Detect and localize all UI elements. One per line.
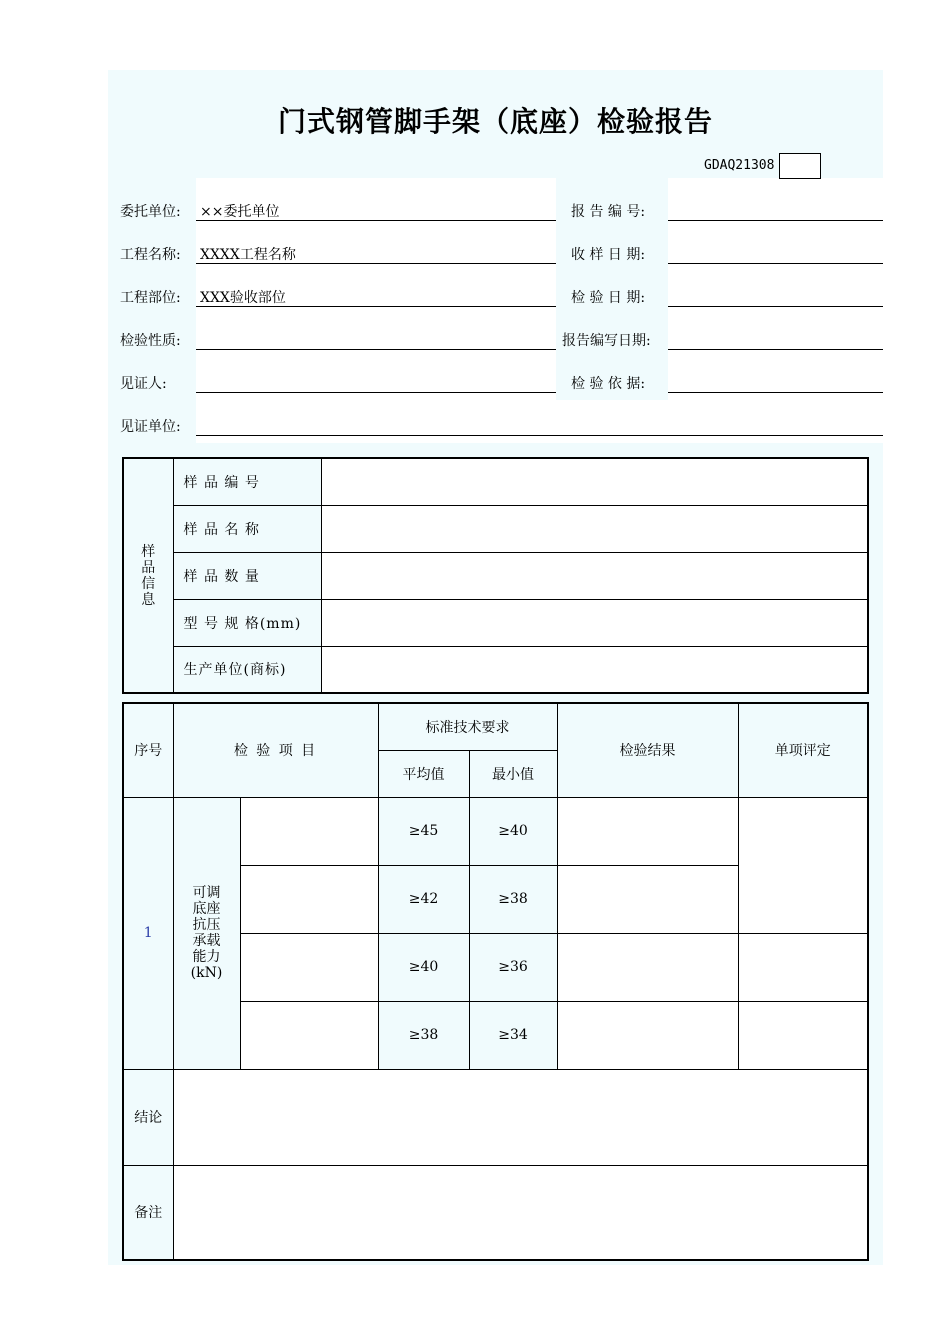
- basis-underline[interactable]: [668, 392, 883, 393]
- basis-label: 检 验 依 据:: [571, 376, 646, 392]
- write-date-label: 报告编写日期:: [562, 333, 651, 349]
- part-value[interactable]: XXX验收部位: [200, 290, 286, 306]
- item-name-cell: [173, 797, 240, 1069]
- witness-unit-underline[interactable]: [196, 435, 883, 436]
- project-value[interactable]: XXXX工程名称: [200, 247, 296, 263]
- sample-info-table: [122, 457, 869, 694]
- sample-row-label: 样 品 编 号: [173, 458, 321, 505]
- result-cell[interactable]: [557, 865, 738, 933]
- item-sub-cell[interactable]: [240, 1001, 378, 1069]
- req-min-value: ≥36: [469, 933, 557, 1001]
- witness-unit-label: 见证单位:: [120, 419, 181, 435]
- write-date-underline[interactable]: [668, 349, 883, 350]
- sample-qty-value[interactable]: [321, 552, 868, 599]
- witness-unit-area: [556, 400, 883, 443]
- part-label: 工程部位:: [120, 290, 181, 306]
- conclusion-value[interactable]: [173, 1069, 868, 1165]
- req-min-value: ≥38: [469, 865, 557, 933]
- sample-no-value[interactable]: [321, 458, 868, 505]
- client-label: 委托单位:: [120, 204, 181, 220]
- form-code-box[interactable]: [779, 153, 821, 179]
- item-sub-cell[interactable]: [240, 797, 378, 865]
- conclusion-label: 结论: [123, 1069, 173, 1165]
- receive-date-underline[interactable]: [668, 263, 883, 264]
- req-avg-value: ≥45: [378, 797, 469, 865]
- row-no: 1: [123, 797, 173, 1069]
- col-min-header: 最小值: [469, 750, 557, 797]
- witness-label: 见证人:: [120, 376, 167, 392]
- req-avg-value: ≥42: [378, 865, 469, 933]
- item-sub-cell[interactable]: [240, 865, 378, 933]
- sample-name-value[interactable]: [321, 505, 868, 552]
- test-date-label: 检 验 日 期:: [571, 290, 646, 306]
- req-min-value: ≥34: [469, 1001, 557, 1069]
- col-avg-header: 平均值: [378, 750, 469, 797]
- sample-row-label: 型 号 规 格(mm): [173, 599, 321, 646]
- req-min-value: ≥40: [469, 797, 557, 865]
- form-code: GDAQ21308: [704, 158, 775, 173]
- result-cell[interactable]: [557, 797, 738, 865]
- report-no-underline[interactable]: [668, 220, 883, 221]
- sample-row-label: 样 品 名 称: [173, 505, 321, 552]
- req-avg-value: ≥38: [378, 1001, 469, 1069]
- col-req-header: 标准技术要求: [378, 703, 557, 750]
- col-item-header: 检 验 项 目: [173, 703, 378, 797]
- receive-date-label: 收 样 日 期:: [571, 247, 646, 263]
- sample-row-label: 样 品 数 量: [173, 552, 321, 599]
- eval-cell[interactable]: [738, 933, 868, 1001]
- remark-label: 备注: [123, 1165, 173, 1260]
- sample-group-cell: [123, 458, 173, 693]
- eval-cell[interactable]: [738, 797, 868, 933]
- eval-cell[interactable]: [738, 1001, 868, 1069]
- result-cell[interactable]: [557, 933, 738, 1001]
- project-label: 工程名称:: [120, 247, 181, 263]
- sample-maker-value[interactable]: [321, 646, 868, 693]
- results-table: [122, 702, 869, 1261]
- col-result-header: 检验结果: [557, 703, 738, 797]
- item-sub-cell[interactable]: [240, 933, 378, 1001]
- right-value-area: [668, 178, 883, 400]
- req-avg-value: ≥40: [378, 933, 469, 1001]
- remark-value[interactable]: [173, 1165, 868, 1260]
- client-value[interactable]: ××委托单位: [200, 204, 280, 220]
- item-name: 可调底座抗压承载能力(kN): [190, 885, 223, 981]
- col-eval-header: 单项评定: [738, 703, 868, 797]
- report-no-label: 报 告 编 号:: [571, 204, 646, 220]
- sample-spec-value[interactable]: [321, 599, 868, 646]
- witness-underline[interactable]: [196, 392, 556, 393]
- project-underline: [196, 263, 556, 264]
- col-no-header: 序号: [123, 703, 173, 797]
- sample-group-label: 样品信息: [141, 543, 156, 608]
- client-underline: [196, 220, 556, 221]
- nature-label: 检验性质:: [120, 333, 181, 349]
- nature-underline[interactable]: [196, 349, 556, 350]
- result-cell[interactable]: [557, 1001, 738, 1069]
- sample-row-label: 生产单位(商标): [173, 646, 321, 693]
- test-date-underline[interactable]: [668, 306, 883, 307]
- part-underline: [196, 306, 556, 307]
- report-title: 门式钢管脚手架（底座）检验报告: [277, 105, 713, 138]
